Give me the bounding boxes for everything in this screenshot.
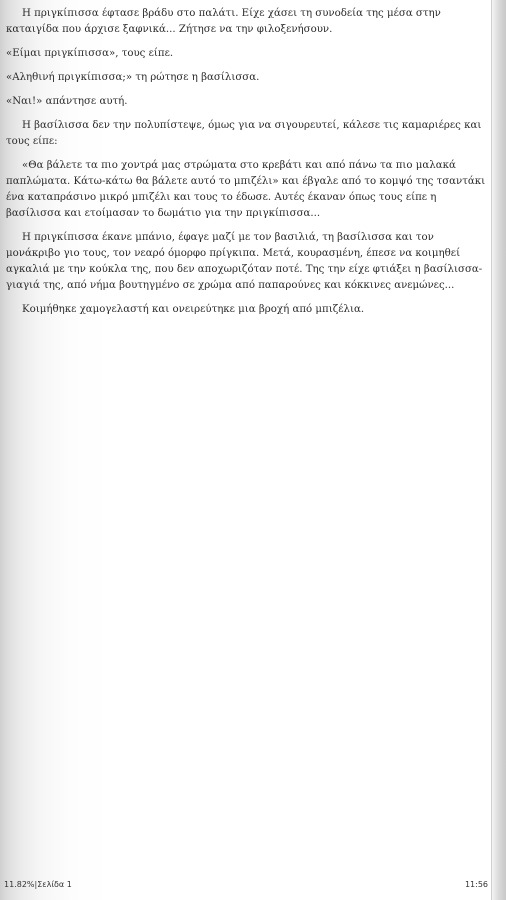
page-text [6, 6, 486, 318]
paragraph: «Αληθινή πριγκίπισσα;» τη ρώτησε η βασίλισσα. [6, 72, 260, 83]
paragraph: Η πριγκίπισσα έκανε μπάνιο, έφαγε μαζί με τον βασιλιά, τη βασίλισσα και τον μονάκριβο γιο τους, τον νεαρό όμορφο πρίγκιπα. Μετά, κουρασμένη, έπεσε να κοιμηθεί αγκαλιά με την κούκλα της, που δεν αποχωριζόταν ποτέ. Της την είχε φτιάξει η βασίλισσα-γιαγιά της, από νήμα βουτηγμένο σε χρώμα από παπαρούνες και κόκκινες ανεμώνες... [6, 232, 483, 291]
paragraph: «Ναι!» απάντησε αυτή. [6, 96, 128, 107]
reading-progress: 11.82%|Σελίδα 1 [4, 880, 72, 889]
status-footer [0, 880, 506, 894]
paragraph: Κοιμήθηκε χαμογελαστή και ονειρεύτηκε μια βροχή από μπιζέλια. [22, 304, 365, 315]
clock: 11:56 [464, 880, 488, 889]
paragraph: «Θα βάλετε τα πιο χοντρά μας στρώματα στο κρεβάτι και από πάνω τα πιο μαλακά παπλώματα. Κάτω-κάτω θα βάλετε αυτό το μπιζέλι» και έβγαλε από το κομψό της τσαντάκι ένα καταπράσινο μικρό μπιζέλι και τους το έδωσε. Αυτές έκαναν όπως τους είπε η βασίλισσα και ετοίμασαν το δωμάτιο για την πριγκίπισσα... [6, 160, 486, 219]
page-edge-stack [491, 0, 506, 900]
paragraph: Η βασίλισσα δεν την πολυπίστεψε, όμως για να σιγουρευτεί, κάλεσε τις καμαριέρες και τους είπε: [6, 120, 482, 147]
paragraph: Η πριγκίπισσα έφτασε βράδυ στο παλάτι. Είχε χάσει τη συνοδεία της μέσα στην καταιγίδα που άρχισε ξαφνικά... Ζήτησε να την φιλοξενήσουν. [6, 8, 441, 35]
paragraph: «Είμαι πριγκίπισσα», τους είπε. [6, 48, 174, 59]
